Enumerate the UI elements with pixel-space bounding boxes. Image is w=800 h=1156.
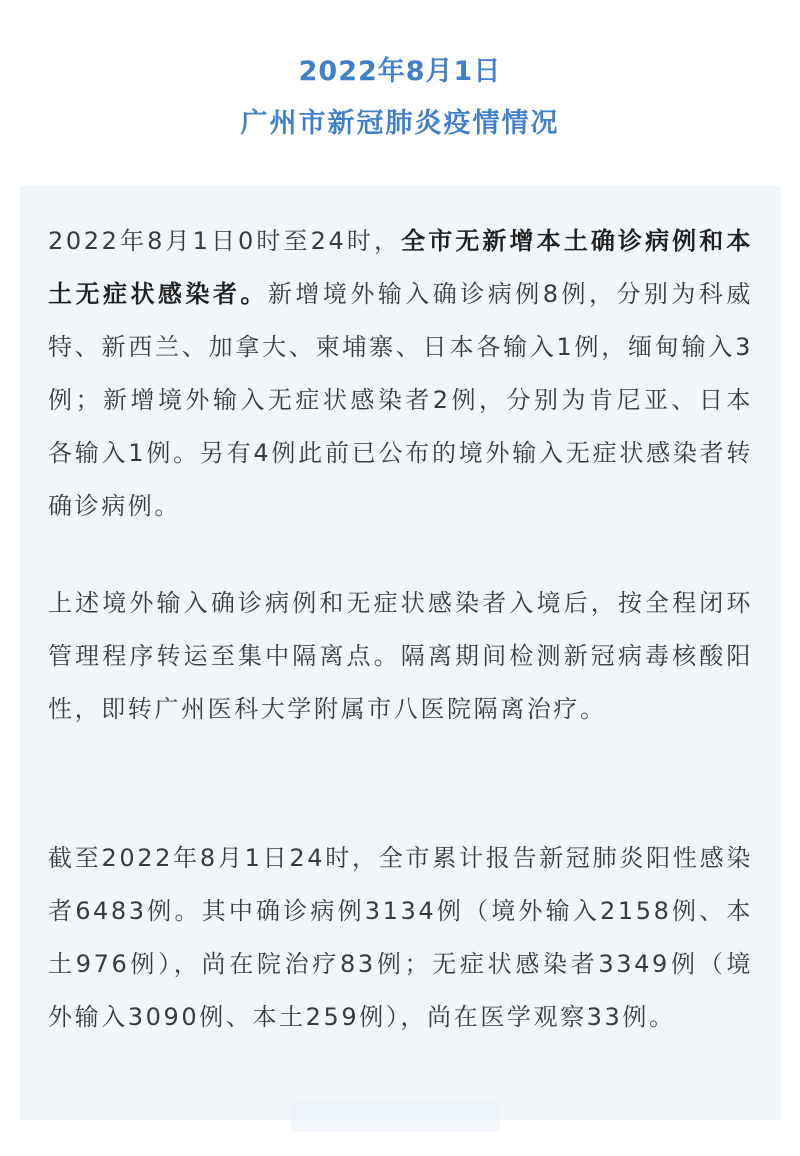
paragraph-daily-summary: [48, 215, 753, 533]
paragraph-highlight: 全市无新增本土确诊病例和本土无症状感染者。: [48, 227, 753, 308]
content-panel: [20, 186, 781, 1120]
article-header: [0, 0, 800, 186]
report-title: 广州市新冠肺炎疫情情况: [240, 108, 560, 139]
paragraph-lead: 2022年8月1日0时至24时，: [48, 227, 402, 255]
paragraph-rest: 新增境外输入确诊病例8例，分别为科威特、新西兰、加拿大、柬埔寨、日本各输入1例，缅甸输入3例；新增境外输入无症状感染者2例，分别为肯尼亚、日本各输入1例。另有4例此前已公布的境外输入无症状感染者转确诊病例。: [48, 280, 753, 520]
paragraph-cumulative-stats: 截至2022年8月1日24时，全市累计报告新冠肺炎阳性感染者6483例。其中确诊病例3134例（境外输入2158例、本土976例），尚在院治疗83例；无症状感染者3349例（境外输入3090例、本土259例），尚在医学观察33例。: [48, 844, 753, 1031]
report-date: 2022年8月1日: [298, 56, 502, 87]
bottom-decoration: [290, 1102, 500, 1132]
paragraph-quarantine-process: 上述境外输入确诊病例和无症状感染者入境后，按全程闭环管理程序转运至集中隔离点。隔离期间检测新冠病毒核酸阳性，即转广州医科大学附属市八医院隔离治疗。: [48, 589, 753, 723]
